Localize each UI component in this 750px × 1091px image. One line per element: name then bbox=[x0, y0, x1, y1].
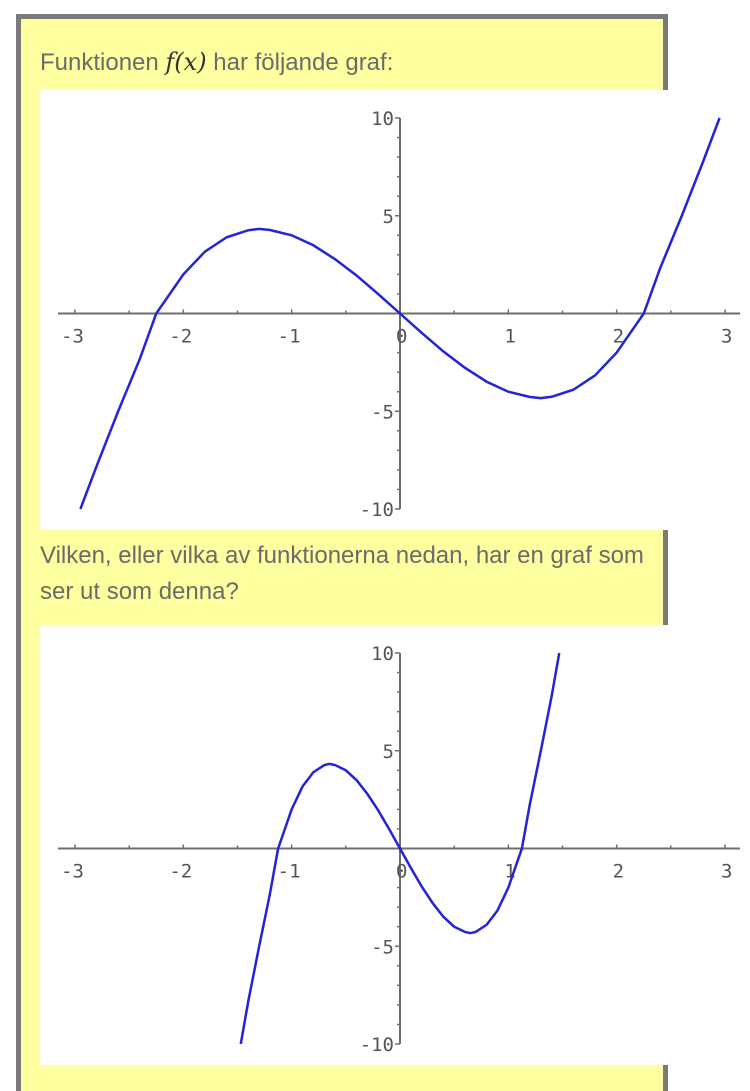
question-intro bbox=[40, 44, 393, 81]
x-tick-label: 0 bbox=[396, 325, 408, 348]
x-tick-label: 1 bbox=[504, 325, 516, 348]
x-tick-label: -2 bbox=[169, 860, 193, 883]
y-tick-label: 10 bbox=[371, 108, 394, 130]
y-tick-label: 5 bbox=[382, 740, 394, 763]
y-tick-label: -10 bbox=[359, 1034, 394, 1056]
y-tick-label: -5 bbox=[371, 936, 394, 959]
x-tick-label: -1 bbox=[277, 325, 301, 348]
x-tick-label: 1 bbox=[504, 860, 516, 883]
x-tick-label: -2 bbox=[169, 325, 193, 348]
graph-option bbox=[40, 625, 750, 1065]
graph-original bbox=[40, 90, 750, 530]
y-tick-label: -5 bbox=[371, 401, 394, 424]
x-tick-label: 3 bbox=[721, 860, 733, 883]
x-tick-label: -3 bbox=[61, 860, 84, 883]
y-tick-label: -10 bbox=[359, 499, 394, 521]
graph-original-svg bbox=[40, 90, 750, 530]
question-prompt: Vilken, eller vilka av funktionerna nedan, har en graf som ser ut som denna? bbox=[40, 542, 644, 605]
x-tick-label: 3 bbox=[721, 325, 733, 348]
y-tick-label: 5 bbox=[382, 205, 394, 228]
y-tick-label: 10 bbox=[371, 643, 394, 665]
graph-option-svg bbox=[40, 625, 750, 1065]
intro-before: Funktionen bbox=[40, 49, 166, 76]
intro-after: har följande graf: bbox=[206, 49, 394, 76]
x-tick-label: 2 bbox=[612, 325, 625, 348]
x-tick-label: -1 bbox=[277, 860, 301, 883]
x-tick-label: -3 bbox=[61, 325, 84, 348]
x-tick-label: 2 bbox=[612, 860, 625, 883]
function-symbol: f(x) bbox=[165, 48, 207, 76]
x-tick-label: 0 bbox=[396, 860, 408, 883]
